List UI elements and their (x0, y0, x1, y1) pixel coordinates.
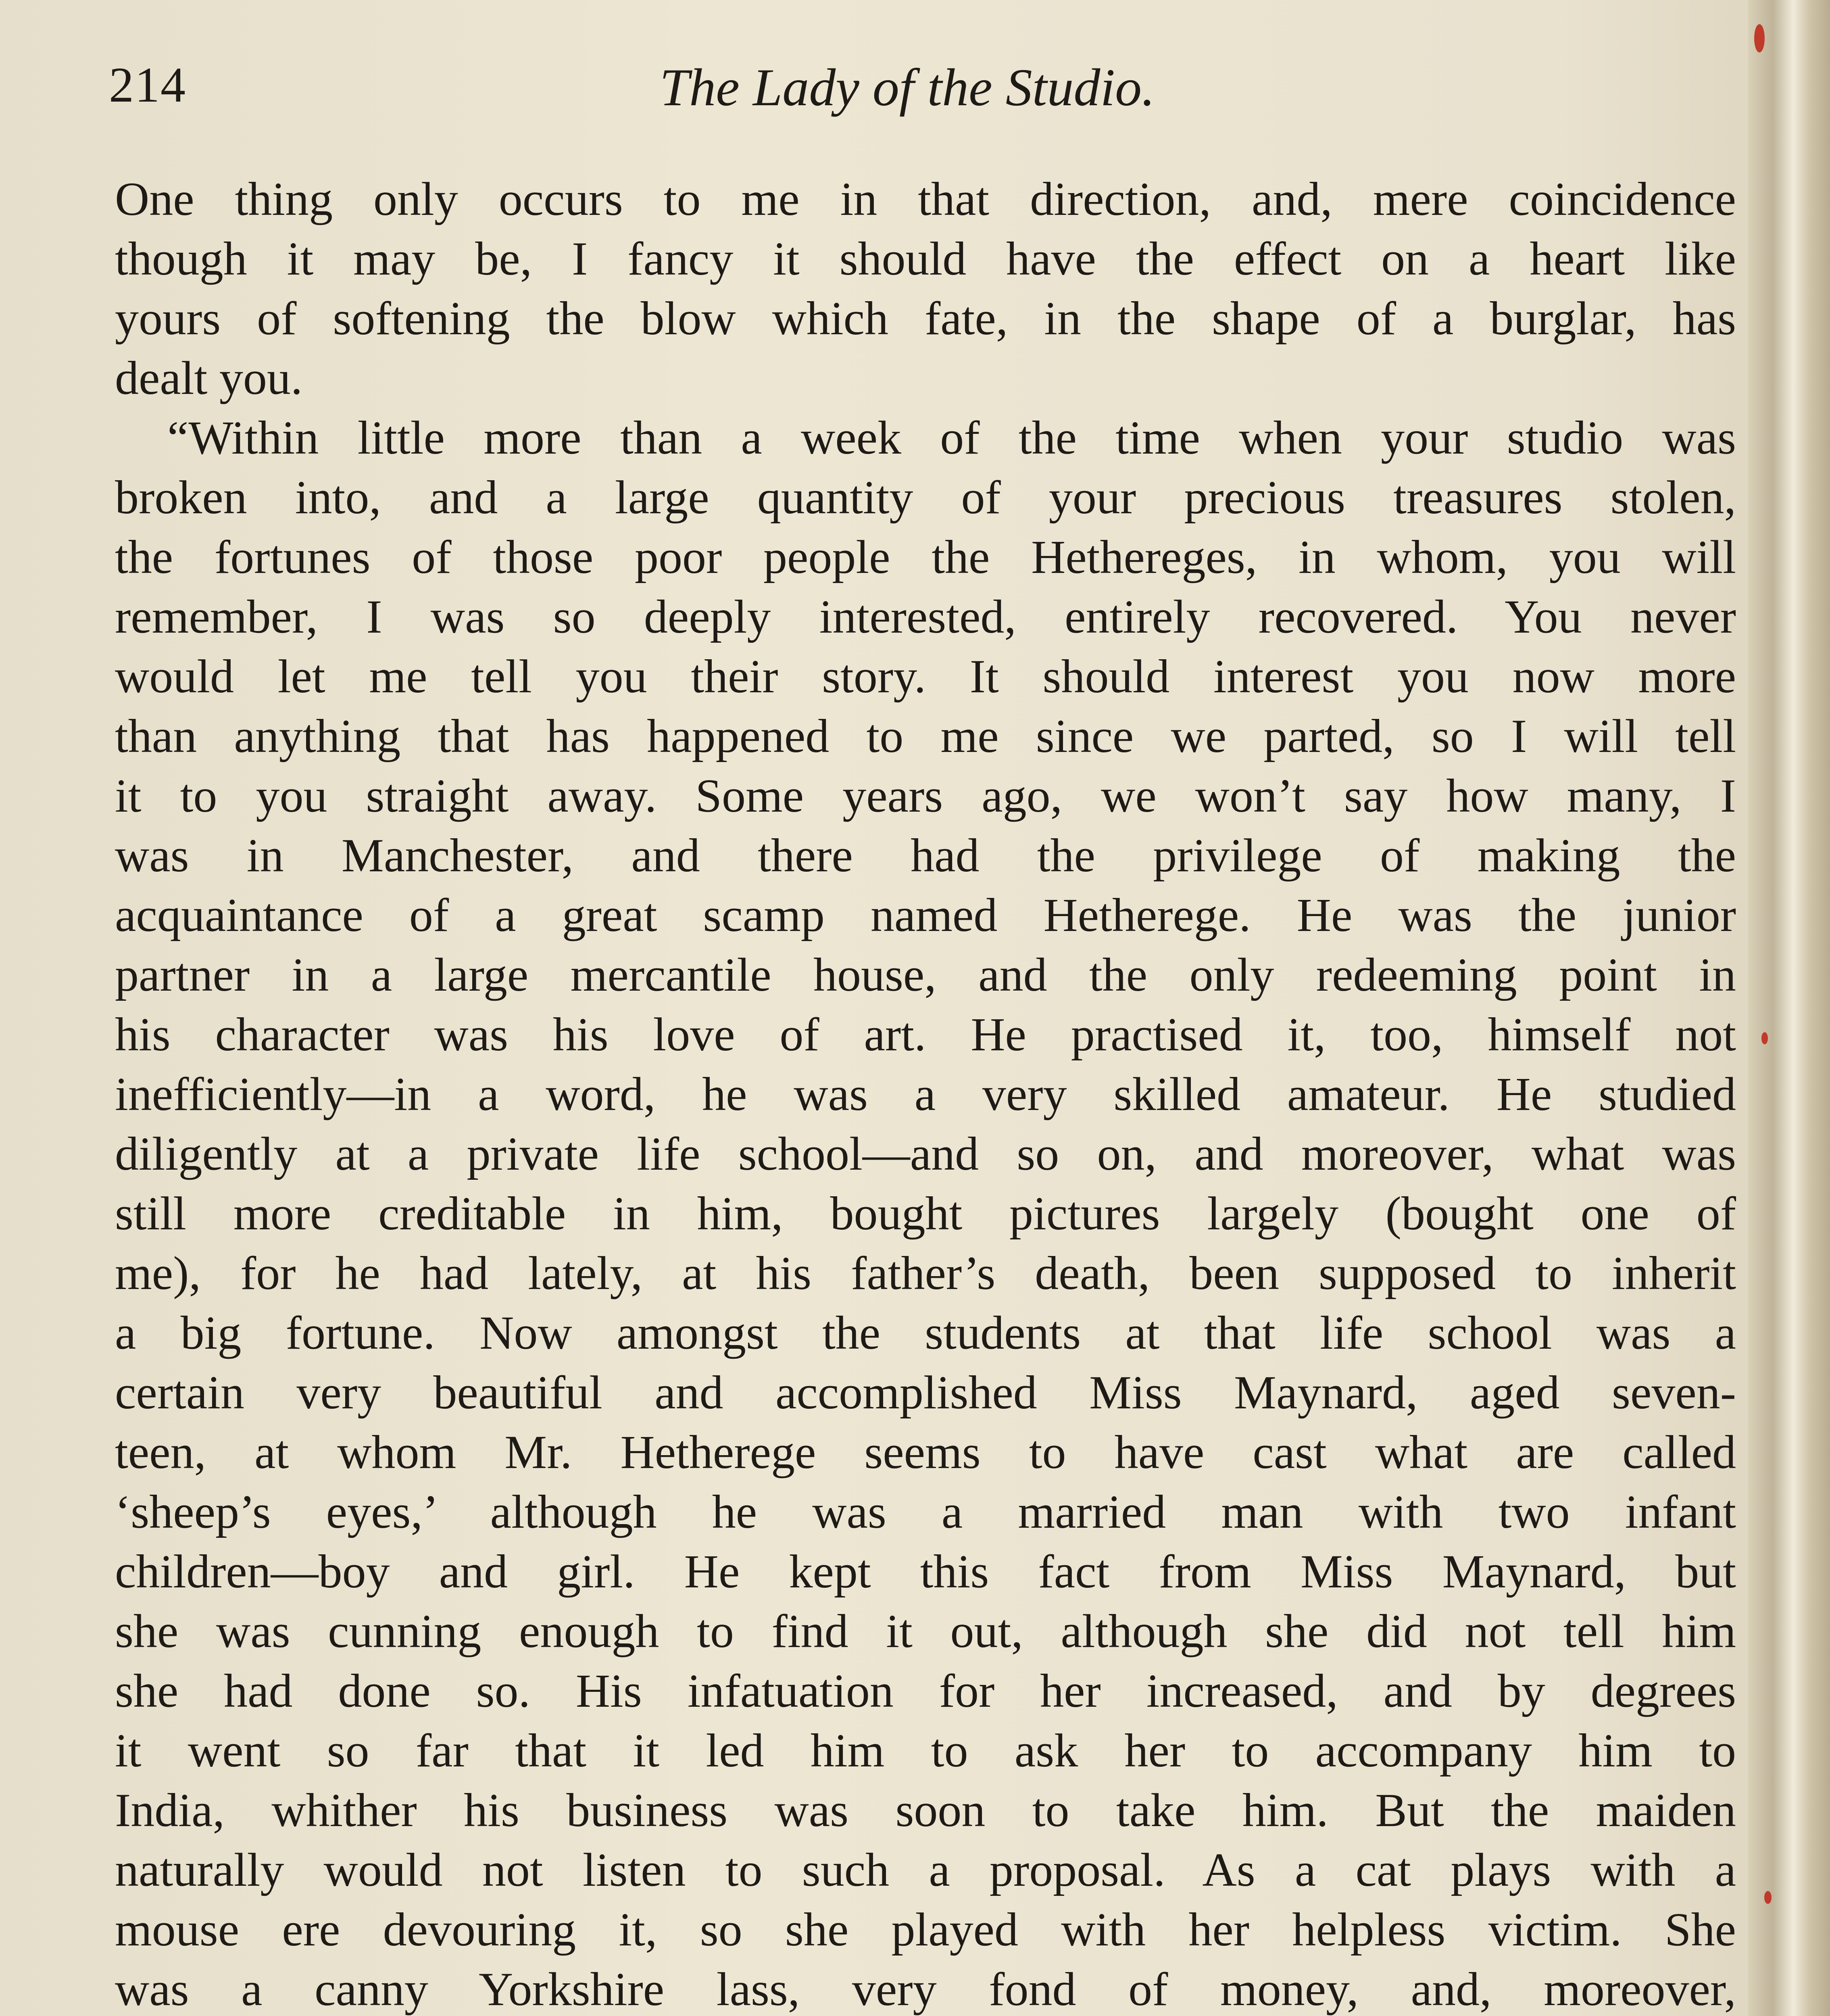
text-line: it to you straight away. Some years ago, we won’t say how many, I (115, 769, 1736, 822)
text-line: teen, at whom Mr. Hetherege seems to have cast what are called (115, 1426, 1736, 1479)
text-line: diligently at a private life school—and so on, and moreover, what was (115, 1127, 1736, 1180)
text-line: than anything that has happened to me since we parted, so I will tell (115, 710, 1736, 762)
page-header (109, 48, 1706, 129)
text-line: was a canny Yorkshire lass, very fond of money, and, moreover, (115, 1963, 1736, 2016)
text-line: she was cunning enough to find it out, although she did not tell him (115, 1605, 1736, 1658)
text-line: “Within little more than a week of the time when your studio was (167, 411, 1736, 464)
text-line: naturally would not listen to such a proposal. As a cat plays with a (115, 1843, 1736, 1896)
text-line: still more creditable in him, bought pictures largely (bought one of (115, 1187, 1736, 1240)
red-ink-mark (1764, 1891, 1772, 1904)
text-line: yours of softening the blow which fate, in the shape of a burglar, has (115, 292, 1736, 345)
text-line: broken into, and a large quantity of your precious treasures stolen, (115, 471, 1736, 524)
text-line: his character was his love of art. He practised it, too, himself not (115, 1008, 1736, 1061)
text-line: though it may be, I fancy it should have the effect on a heart like (115, 232, 1736, 285)
text-line: inefficiently—in a word, he was a very skilled amateur. He studied (115, 1068, 1736, 1120)
text-line: she had done so. His infatuation for her increased, and by degrees (115, 1664, 1736, 1717)
text-line: it went so far that it led him to ask her to accompany him to (115, 1724, 1736, 1777)
text-line: was in Manchester, and there had the privilege of making the (115, 829, 1736, 882)
text-line: me), for he had lately, at his father’s death, been supposed to inherit (115, 1247, 1736, 1300)
red-ink-mark (1754, 24, 1765, 52)
text-line: the fortunes of those poor people the Hethereges, in whom, you will (115, 531, 1736, 583)
text-line: dealt you. (115, 352, 303, 404)
body-text (115, 169, 1736, 2016)
text-line: mouse ere devouring it, so she played with her helpless victim. She (115, 1903, 1736, 1956)
text-line: acquaintance of a great scamp named Hetherege. He was the junior (115, 889, 1736, 941)
book-gutter (1748, 0, 1830, 2016)
text-line: would let me tell you their story. It should interest you now more (115, 650, 1736, 703)
text-line: ‘sheep’s eyes,’ although he was a married man with two infant (115, 1485, 1736, 1538)
text-line: certain very beautiful and accomplished Miss Maynard, aged seven- (115, 1366, 1736, 1419)
text-line: children—boy and girl. He kept this fact from Miss Maynard, but (115, 1545, 1736, 1598)
text-line: One thing only occurs to me in that direction, and, mere coincidence (115, 173, 1736, 225)
red-ink-mark (1761, 1032, 1768, 1044)
running-title: The Lady of the Studio. (659, 58, 1155, 117)
text-line: India, whither his business was soon to take him. But the maiden (115, 1784, 1736, 1837)
text-line: remember, I was so deeply interested, entirely recovered. You never (115, 590, 1736, 643)
text-line: partner in a large mercantile house, and the only redeeming point in (115, 948, 1736, 1001)
text-line: a big fortune. Now amongst the students at that life school was a (115, 1306, 1736, 1359)
page-number: 214 (109, 57, 186, 112)
